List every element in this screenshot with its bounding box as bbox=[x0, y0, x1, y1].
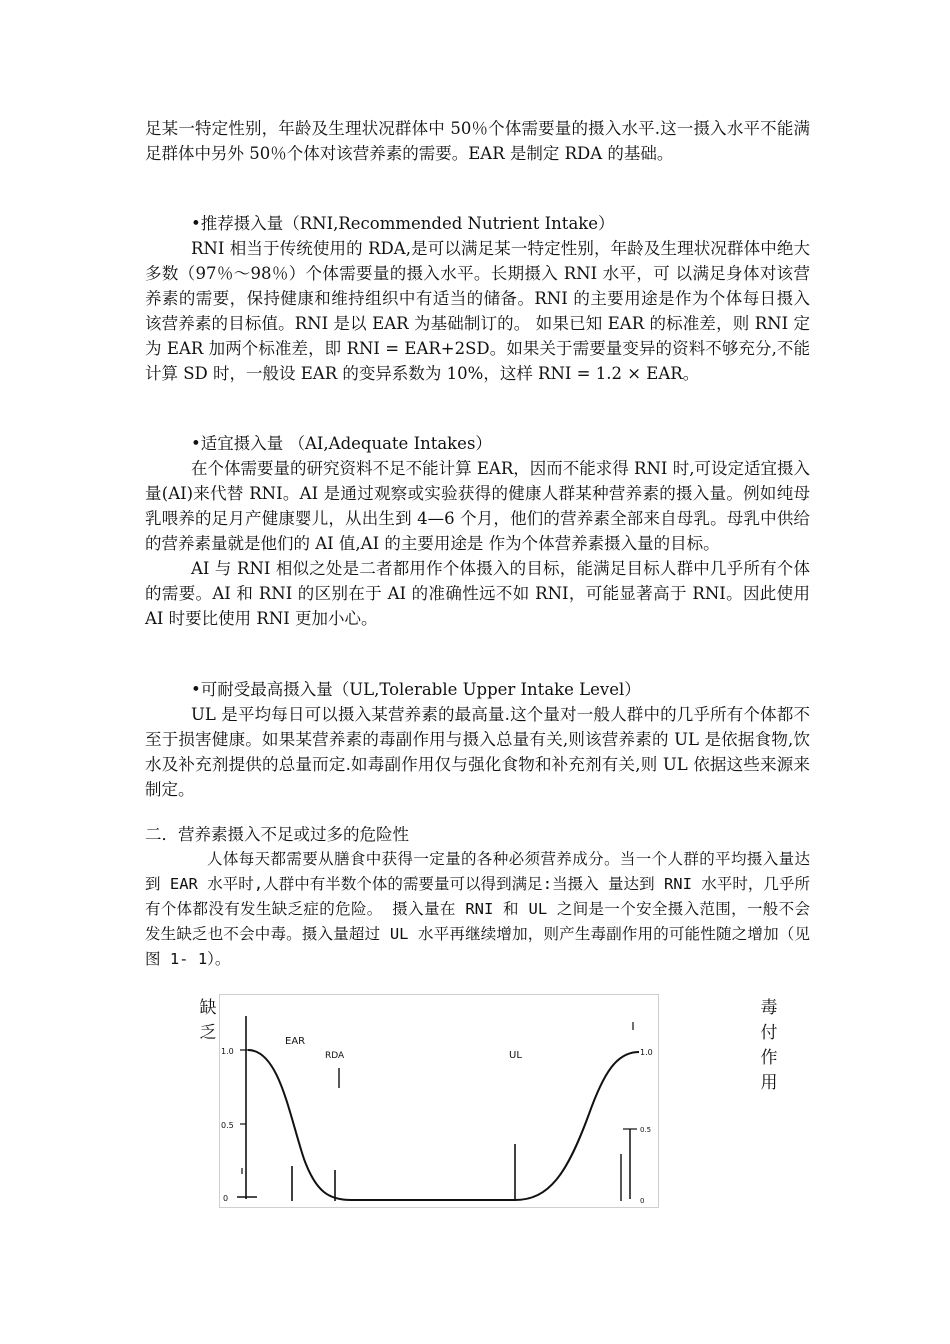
right-tick-label: 0 bbox=[640, 1197, 645, 1205]
deficiency-label-char: 乏 bbox=[199, 1023, 217, 1043]
ai-paragraph-1: 在个体需要量的研究资料不足不能计算 EAR，因而不能求得 RNI 时,可设定适宜摄入量(AI)来代替 RNI。AI 是通过观察或实验获得的健康人群某种营养素的摄入量。例如纯母乳喂养的足月产健康婴儿，从出生到 4—6 个月，他们的营养素全部来自母乳。母乳中供给的营养素量就是他们的 AI 值,AI 的主要用途是 作为个体营养素摄入量的目标。 bbox=[145, 459, 810, 553]
ai-heading: •适宜摄入量 （AI,Adequate Intakes） bbox=[191, 434, 492, 453]
section-2-title: 二．营养素摄入不足或过多的危险性 bbox=[145, 825, 409, 844]
risk-curve bbox=[248, 1050, 639, 1200]
rni-paragraph: RNI 相当于传统使用的 RDA,是可以满足某一特定性别，年龄及生理状况群体中绝大多数（97％～98％）个体需要量的摄入水平。长期摄入 RNI 水平，可 以满足身体对该营养素的需要，保持健康和维持组织中有适当的储备。RNI 的主要用途是作为个体每日摄入该营养素的目标值。RNI 是以 EAR 为基础制订的。 如果已知 EAR 的标准差，则 RNI 定为 EAR 加两个标准差，即 RNI = EAR+2SD。如果关于需要量变异的资料不够充分,不能计算 SD 时，一般设 EAR 的变异系数为 10%，这样 RNI = 1.2 × EAR。 bbox=[145, 239, 810, 383]
left-tick-label: 0.5 bbox=[221, 1121, 234, 1130]
section-2-paragraph: 人体每天都需要从膳食中获得一定量的各种必须营养成分。当一个人群的平均摄入量达到 EAR 水平时,人群中有半数个体的需要量可以得到满足:当摄入 量达到 RNI 水平时，几乎所有个体都没有发生缺乏症的危险。 摄入量在 RNI 和 UL 之间是一个安全摄入范围，一般不会发生缺乏也不会中毒。摄入量超过 UL 水平再继续增加，则产生毒副作用的可能性随之增加（见图 1- 1）。 bbox=[145, 850, 810, 968]
left-tick-label: 1.0 bbox=[221, 1047, 234, 1056]
paragraph-ear-definition: 足某一特定性别，年龄及生理状况群体中 50％个体需要量的摄入水平.这一摄入水平不能满足群体中另外 50％个体对该营养素的需要。EAR 是制定 RDA 的基础。 bbox=[145, 119, 810, 163]
body-text bbox=[145, 116, 810, 166]
ul-label: UL bbox=[509, 1050, 522, 1061]
ai-paragraph-2: AI 与 RNI 相似之处是二者都用作个体摄入的目标，能满足目标人群中几乎所有个体的需要。AI 和 RNI 的区别在于 AI 的准确性远不如 RNI，可能显著高于 RNI。因此使用 AI 时要比使用 RNI 更加小心。 bbox=[145, 559, 810, 628]
rni-heading: •推荐摄入量（RNI,Recommended Nutrient Intake） bbox=[191, 214, 615, 233]
left-tick-label: 0 bbox=[223, 1194, 229, 1203]
deficiency-label-char: 缺 bbox=[199, 998, 217, 1018]
section-rni bbox=[145, 211, 810, 386]
ear-label: EAR bbox=[285, 1036, 306, 1047]
toxicity-label-char: 用 bbox=[760, 1073, 778, 1093]
toxicity-label-char: 付 bbox=[760, 1023, 778, 1043]
rda-label: RDA bbox=[325, 1051, 345, 1061]
toxicity-label-char: 作 bbox=[760, 1048, 778, 1068]
section-ai bbox=[145, 431, 810, 631]
section-ul bbox=[145, 677, 810, 802]
toxicity-label-char: 毒 bbox=[760, 998, 778, 1018]
right-tick-label: 1.0 bbox=[640, 1048, 653, 1057]
risk-curve-figure bbox=[219, 994, 659, 1208]
ul-paragraph: UL 是平均每日可以摄入某营养素的最高量.这个量对一般人群中的几乎所有个体都不至于损害健康。如果某营养素的毒副作用与摄入总量有关,则该营养素的 UL 是依据食物,饮水及补充剂提供的总量而定.如毒副作用仅与强化食物和补充剂有关,则 UL 依据这些来源来制定。 bbox=[145, 705, 810, 799]
deficiency-axis-label bbox=[198, 996, 218, 1046]
right-tick-label: 0.5 bbox=[640, 1126, 652, 1134]
section-risk bbox=[145, 822, 810, 972]
ul-heading: •可耐受最高摄入量（UL,Tolerable Upper Intake Level） bbox=[191, 680, 641, 699]
toxicity-axis-label bbox=[759, 996, 779, 1096]
risk-curve-svg bbox=[219, 994, 659, 1208]
